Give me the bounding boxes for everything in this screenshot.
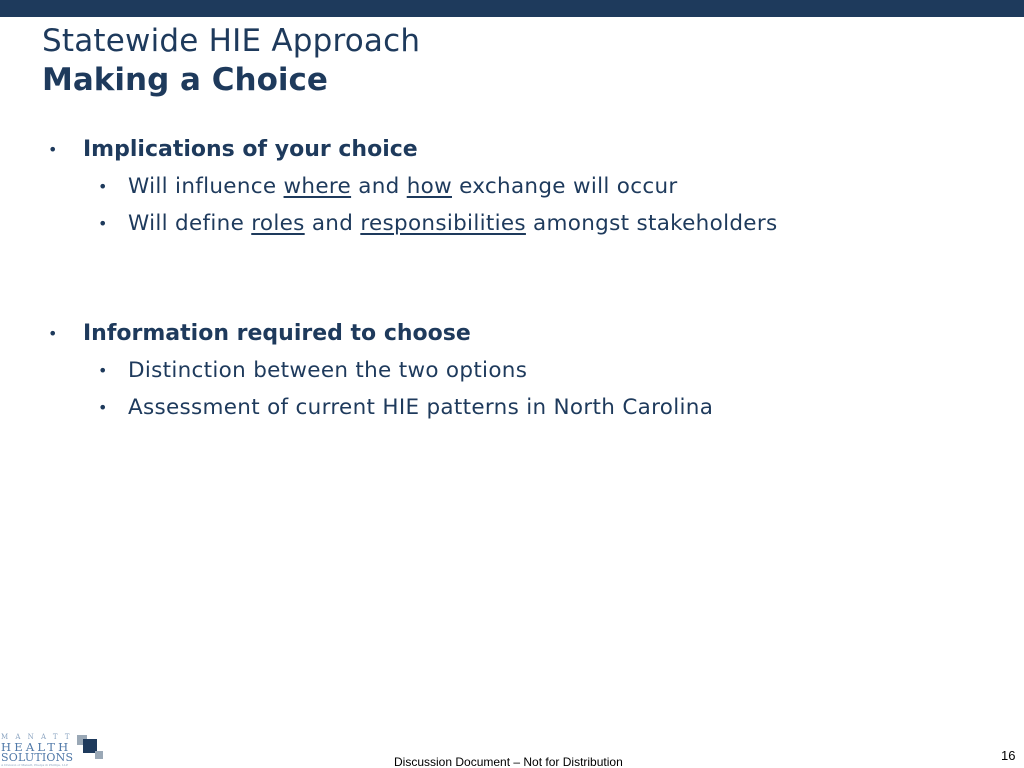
logo-line-3: SOLUTIONS — [1, 751, 74, 764]
sub-bullet — [98, 172, 678, 202]
top-header-bar — [0, 0, 1024, 17]
bullet-heading-text: Implications of your choice — [83, 137, 418, 162]
underlined-term: roles — [251, 211, 305, 236]
slide-title-line-1: Statewide HIE Approach — [42, 23, 421, 59]
underlined-term: responsibilities — [360, 211, 526, 236]
sub-bullet-dot-icon: • — [98, 177, 108, 196]
page-number: 16 — [1001, 748, 1016, 763]
bullet-heading-text: Information required to choose — [83, 321, 471, 346]
company-logo — [0, 733, 110, 767]
sub-bullet — [98, 356, 527, 386]
sub-bullet-text: and — [304, 211, 361, 236]
bullet-dot-icon: • — [48, 140, 58, 159]
sub-bullet — [98, 393, 713, 423]
logo-line-1: MANATT — [1, 733, 77, 741]
logo-square-icon — [95, 751, 103, 759]
underlined-term: how — [406, 174, 452, 199]
sub-bullet-text: exchange will occur — [451, 174, 678, 199]
bullet-dot-icon: • — [48, 324, 58, 343]
sub-bullet-text: Distinction between the two options — [128, 358, 528, 383]
logo-tagline: A Division of Manatt, Phelps & Phillips, LLP — [1, 763, 68, 767]
underlined-term: where — [283, 174, 352, 199]
sub-bullet-dot-icon: • — [98, 398, 108, 417]
sub-bullet-dot-icon: • — [98, 214, 108, 233]
footer-note: Discussion Document – Not for Distribution — [394, 755, 623, 768]
sub-bullet-text: amongst stakeholders — [525, 211, 778, 236]
sub-bullet-text: and — [351, 174, 407, 199]
sub-bullet — [98, 209, 777, 239]
logo-line-2: HEALTH — [1, 740, 72, 754]
slide-title — [42, 22, 420, 100]
sub-bullet-text: Assessment of current HIE patterns in North Carolina — [128, 395, 714, 420]
sub-bullet-text: Will define — [128, 211, 252, 236]
sub-bullet-dot-icon: • — [98, 361, 108, 380]
sub-bullet-text: Will influence — [128, 174, 284, 199]
bullet-heading — [48, 319, 471, 349]
bullet-heading — [48, 135, 418, 165]
slide-title-line-2: Making a Choice — [42, 62, 328, 98]
